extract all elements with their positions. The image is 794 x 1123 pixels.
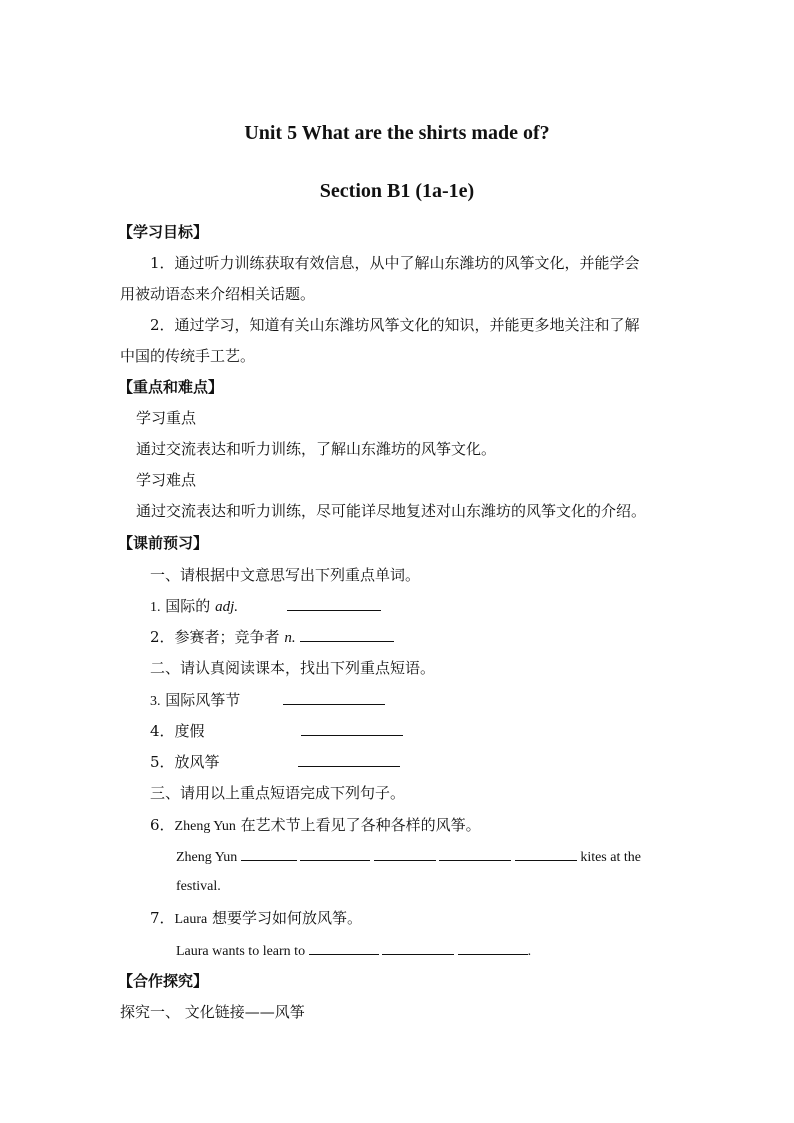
- item-4-blank[interactable]: [301, 721, 403, 736]
- inquiry-1-title: 探究一、 文化链接——风筝: [120, 1003, 305, 1021]
- key-point-text: 通过交流表达和听力训练，了解山东潍坊的风筝文化。: [136, 440, 497, 458]
- item-4: [150, 721, 403, 741]
- section-subtitle: Section B1 (1a-1e): [319, 180, 475, 202]
- item-2-pos: n.: [284, 630, 296, 646]
- item-5-blank[interactable]: [298, 752, 400, 767]
- item-1-blank[interactable]: [287, 596, 381, 611]
- item-7-chinese: 想要学习如何放风筝。: [211, 909, 362, 927]
- item-6-blank-3[interactable]: [374, 846, 436, 861]
- item-6-answer-start: Zheng Yun: [176, 850, 238, 865]
- item-6-chinese: 在艺术节上看见了各种各样的风筝。: [240, 816, 481, 834]
- item-6-answer-end: kites at the: [580, 850, 641, 865]
- item-7-blank-2[interactable]: [382, 940, 454, 955]
- item-7-answer-end: .: [527, 944, 532, 959]
- item-5: [150, 752, 400, 772]
- item-1-text: 国际的: [165, 597, 211, 615]
- item-2: [150, 627, 394, 648]
- task-2-instruction: 二、请认真阅读课本，找出下列重点短语。: [150, 659, 436, 677]
- page-title: Unit 5 What are the shirts made of?: [244, 122, 550, 144]
- item-3: [150, 690, 385, 712]
- item-7: [150, 908, 362, 930]
- item-6-blank-1[interactable]: [241, 846, 297, 861]
- difficulty-text: 通过交流表达和听力训练，尽可能详尽地复述对山东潍坊的风筝文化的介绍。: [136, 502, 647, 520]
- goal-2-line-2: 中国的传统手工艺。: [120, 347, 256, 365]
- goal-1-line-2: 用被动语态来介绍相关话题。: [120, 285, 316, 303]
- item-2-text: 2．参赛者；竞争者: [150, 628, 280, 646]
- item-3-text: 国际风筝节: [165, 691, 241, 709]
- item-7-answer-start: Laura wants to learn to: [176, 944, 306, 959]
- key-point-label: 学习重点: [136, 409, 197, 427]
- item-7-blank-1[interactable]: [309, 940, 379, 955]
- item-4-text: 4．度假: [150, 722, 205, 740]
- item-1-number: 1.: [150, 600, 161, 615]
- learning-goals-heading: 【学习目标】: [118, 223, 209, 241]
- item-6-answer-continued: festival.: [176, 879, 221, 894]
- item-6: [150, 815, 481, 837]
- preview-heading: 【课前预习】: [118, 534, 209, 552]
- item-3-blank[interactable]: [283, 690, 385, 705]
- item-7-answer: [176, 940, 531, 962]
- item-7-blank-3[interactable]: [458, 940, 528, 955]
- item-6-answer: [176, 846, 641, 868]
- item-6-number: 6．: [150, 816, 175, 834]
- item-1-pos: adj.: [215, 599, 238, 615]
- item-6-blank-5[interactable]: [515, 846, 577, 861]
- task-1-instruction: 一、请根据中文意思写出下列重点单词。: [150, 566, 421, 584]
- item-5-text: 5．放风筝: [150, 753, 220, 771]
- item-3-number: 3.: [150, 694, 161, 709]
- item-7-english: Laura: [174, 912, 208, 927]
- item-6-english: Zheng Yun: [174, 819, 236, 834]
- item-6-blank-4[interactable]: [439, 846, 511, 861]
- item-6-blank-2[interactable]: [300, 846, 370, 861]
- key-points-heading: 【重点和难点】: [118, 378, 224, 396]
- cooperation-heading: 【合作探究】: [118, 972, 209, 990]
- goal-1-line-1: 1．通过听力训练获取有效信息，从中了解山东潍坊的风筝文化，并能学会: [150, 254, 640, 272]
- item-2-blank[interactable]: [300, 627, 394, 642]
- difficulty-label: 学习难点: [136, 471, 197, 489]
- item-1: [150, 596, 381, 618]
- item-7-number: 7．: [150, 909, 175, 927]
- goal-2-line-1: 2．通过学习，知道有关山东潍坊风筝文化的知识，并能更多地关注和了解: [150, 316, 640, 334]
- task-3-instruction: 三、请用以上重点短语完成下列句子。: [150, 784, 406, 802]
